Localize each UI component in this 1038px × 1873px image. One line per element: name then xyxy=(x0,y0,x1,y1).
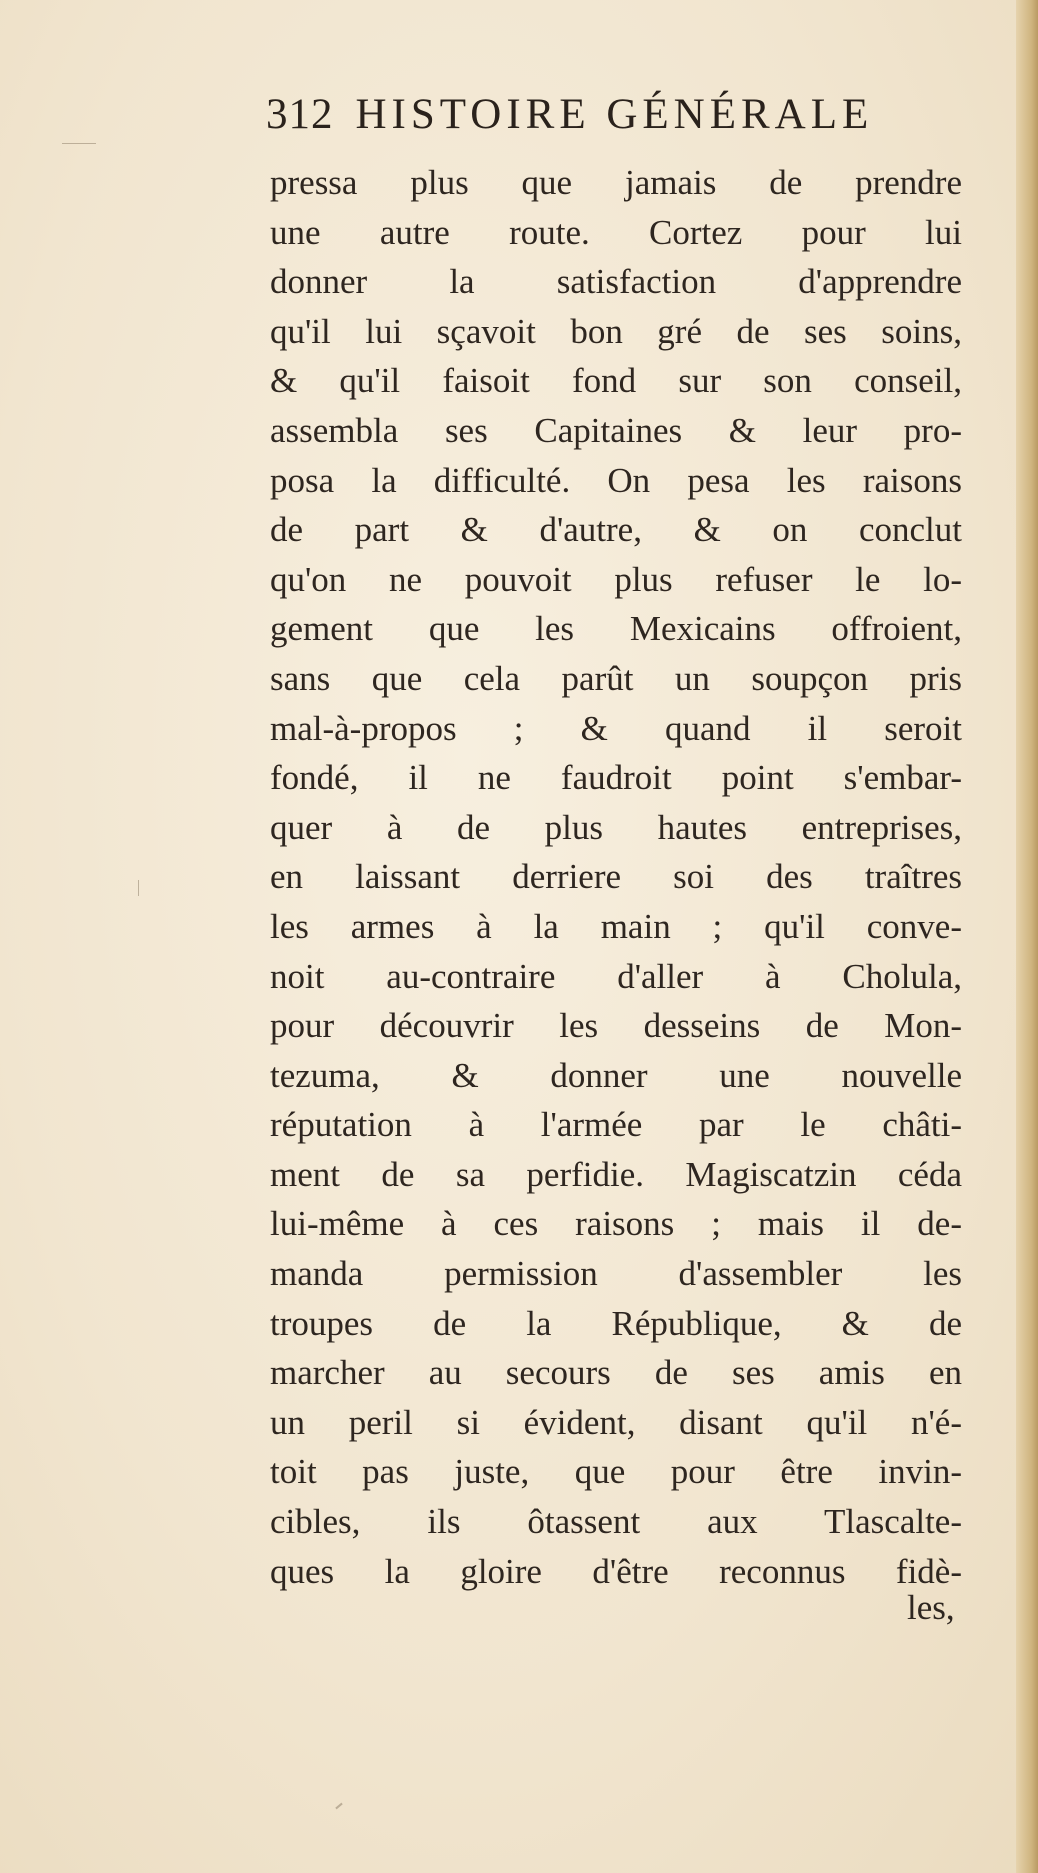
text-line: une autre route. Cortez pour lui xyxy=(270,212,962,252)
margin-mark xyxy=(335,1803,342,1810)
text-line: lui-même à ces raisons ; mais il de- xyxy=(270,1204,962,1244)
text-line: les armes à la main ; qu'il conve- xyxy=(270,906,962,946)
text-line: posa la difficulté. On pesa les raisons xyxy=(270,460,962,500)
running-header xyxy=(266,90,946,150)
page-number: 312 xyxy=(266,91,334,138)
text-line: tezuma, & donner une nouvelle xyxy=(270,1055,962,1095)
text-line: ment de sa perfidie. Magiscatzin céda xyxy=(270,1154,962,1194)
text-line: qu'il lui sçavoit bon gré de ses soins, xyxy=(270,311,962,351)
text-line: donner la satisfaction d'apprendre xyxy=(270,262,962,302)
text-line: de part & d'autre, & on conclut xyxy=(270,510,962,550)
text-line: manda permission d'assembler les xyxy=(270,1254,962,1294)
text-line: assembla ses Capitaines & leur pro- xyxy=(270,410,962,450)
text-line: gement que les Mexicains offroient, xyxy=(270,609,962,649)
text-line: toit pas juste, que pour être invin- xyxy=(270,1452,962,1492)
text-line: pour découvrir les desseins de Mon- xyxy=(270,1006,962,1046)
text-line: réputation à l'armée par le châti- xyxy=(270,1105,962,1145)
body-text xyxy=(270,158,970,1596)
catchword: les, xyxy=(907,1588,955,1627)
text-line: un peril si évident, disant qu'il n'é- xyxy=(270,1402,962,1442)
text-line: noit au-contraire d'aller à Cholula, xyxy=(270,956,962,996)
text-line: quer à de plus hautes entreprises, xyxy=(270,807,962,847)
text-line: ques la gloire d'être reconnus fidè- xyxy=(270,1551,962,1591)
text-line: qu'on ne pouvoit plus refuser le lo- xyxy=(270,559,962,599)
text-line: marcher au secours de ses amis en xyxy=(270,1353,962,1393)
margin-mark xyxy=(138,880,139,896)
text-line: fondé, il ne faudroit point s'embar- xyxy=(270,758,962,798)
text-line: pressa plus que jamais de prendre xyxy=(270,163,962,202)
text-line: cibles, ils ôtassent aux Tlascalte- xyxy=(270,1502,962,1542)
text-line: sans que cela parût un soupçon pris xyxy=(270,658,962,698)
margin-mark xyxy=(62,143,96,144)
text-line: & qu'il faisoit fond sur son conseil, xyxy=(270,361,962,401)
text-line: troupes de la République, & de xyxy=(270,1303,962,1343)
text-line: en laissant derriere soi des traîtres xyxy=(270,857,962,897)
page-edge xyxy=(1016,0,1038,1873)
text-line: mal-à-propos ; & quand il seroit xyxy=(270,708,962,748)
running-title: HISTOIRE GÉNÉRALE xyxy=(355,91,874,138)
